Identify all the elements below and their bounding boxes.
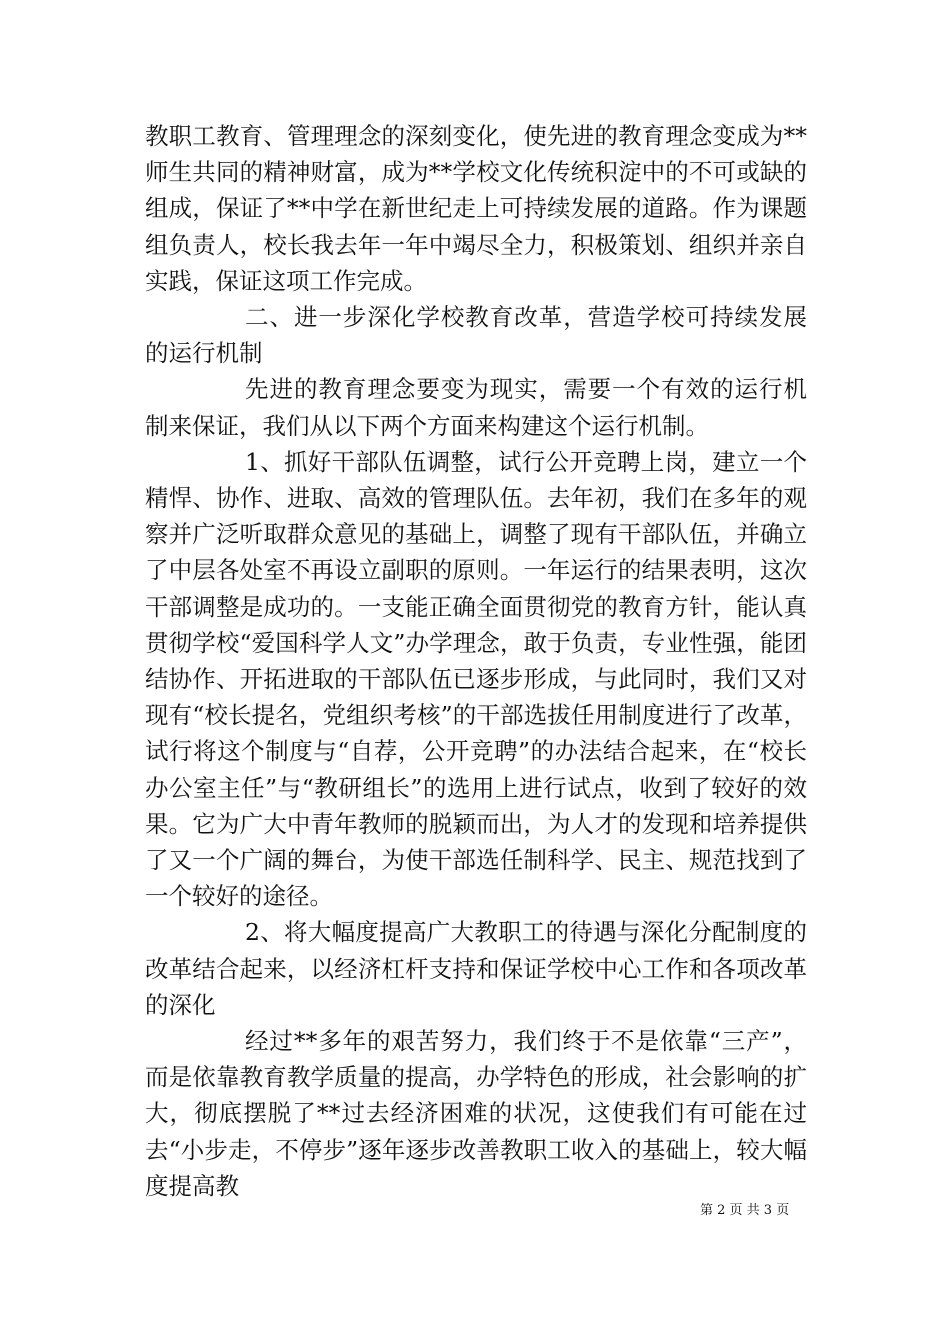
section-heading-2: 二、进一步深化学校教育改革，营造学校可持续发展的运行机制 <box>145 303 807 368</box>
document-page <box>145 118 807 1204</box>
body-paragraph-continuation: 教职工教育、管理理念的深刻变化，使先进的教育理念变成为**师生共同的精神财富，成为**学校文化传统积淀中的不可或缺的组成，保证了**中学在新世纪走上可持续发展的道路。作为课题组负责人，校长我去年一年中竭尽全力，积极策划、组织并亲自实践，保证这项工作完成。 <box>145 122 807 295</box>
body-paragraph-item-2: 经过**多年的艰苦努力，我们终于不是依靠“三产”，而是依靠教育教学质量的提高，办学特色的形成，社会影响的扩大，彻底摆脱了**过去经济困难的状况，这使我们有可能在过去“小步走，不停步”逐年逐步改善教职工收入的基础上，较大幅度提高教 <box>145 1027 807 1200</box>
body-paragraph-intro: 先进的教育理念要变为现实，需要一个有效的运行机制来保证，我们从以下两个方面来构建这个运行机制。 <box>145 375 807 440</box>
body-paragraph-item-1: 1、抓好干部队伍调整，试行公开竞聘上岗，建立一个精悍、协作、进取、高效的管理队伍。去年初，我们在多年的观察并广泛听取群众意见的基础上，调整了现有干部队伍，并确立了中层各处室不再设立副职的原则。一年运行的结果表明，这次干部调整是成功的。一支能正确全面贯彻党的教育方针，能认真贯彻学校“爱国科学人文”办学理念，敢于负责，专业性强，能团结协作、开拓进取的干部队伍已逐步形成，与此同时，我们又对现有“校长提名，党组织考核”的干部选拔任用制度进行了改革，试行将这个制度与“自荐，公开竞聘”的办法结合起来，在“校长办公室主任”与“教研组长”的选用上进行试点，收到了较好的效果。它为广大中青年教师的脱颖而出，为人才的发现和培养提供了又一个广阔的舞台，为使干部选任制科学、民主、规范找到了一个较好的途径。 <box>145 447 807 911</box>
subheading-item-2: 2、将大幅度提高广大教职工的待遇与深化分配制度的改革结合起来，以经济杠杆支持和保证学校中心工作和各项改革的深化 <box>145 918 807 1019</box>
page-number-footer: 第 2 页 共 3 页 <box>700 1203 790 1218</box>
